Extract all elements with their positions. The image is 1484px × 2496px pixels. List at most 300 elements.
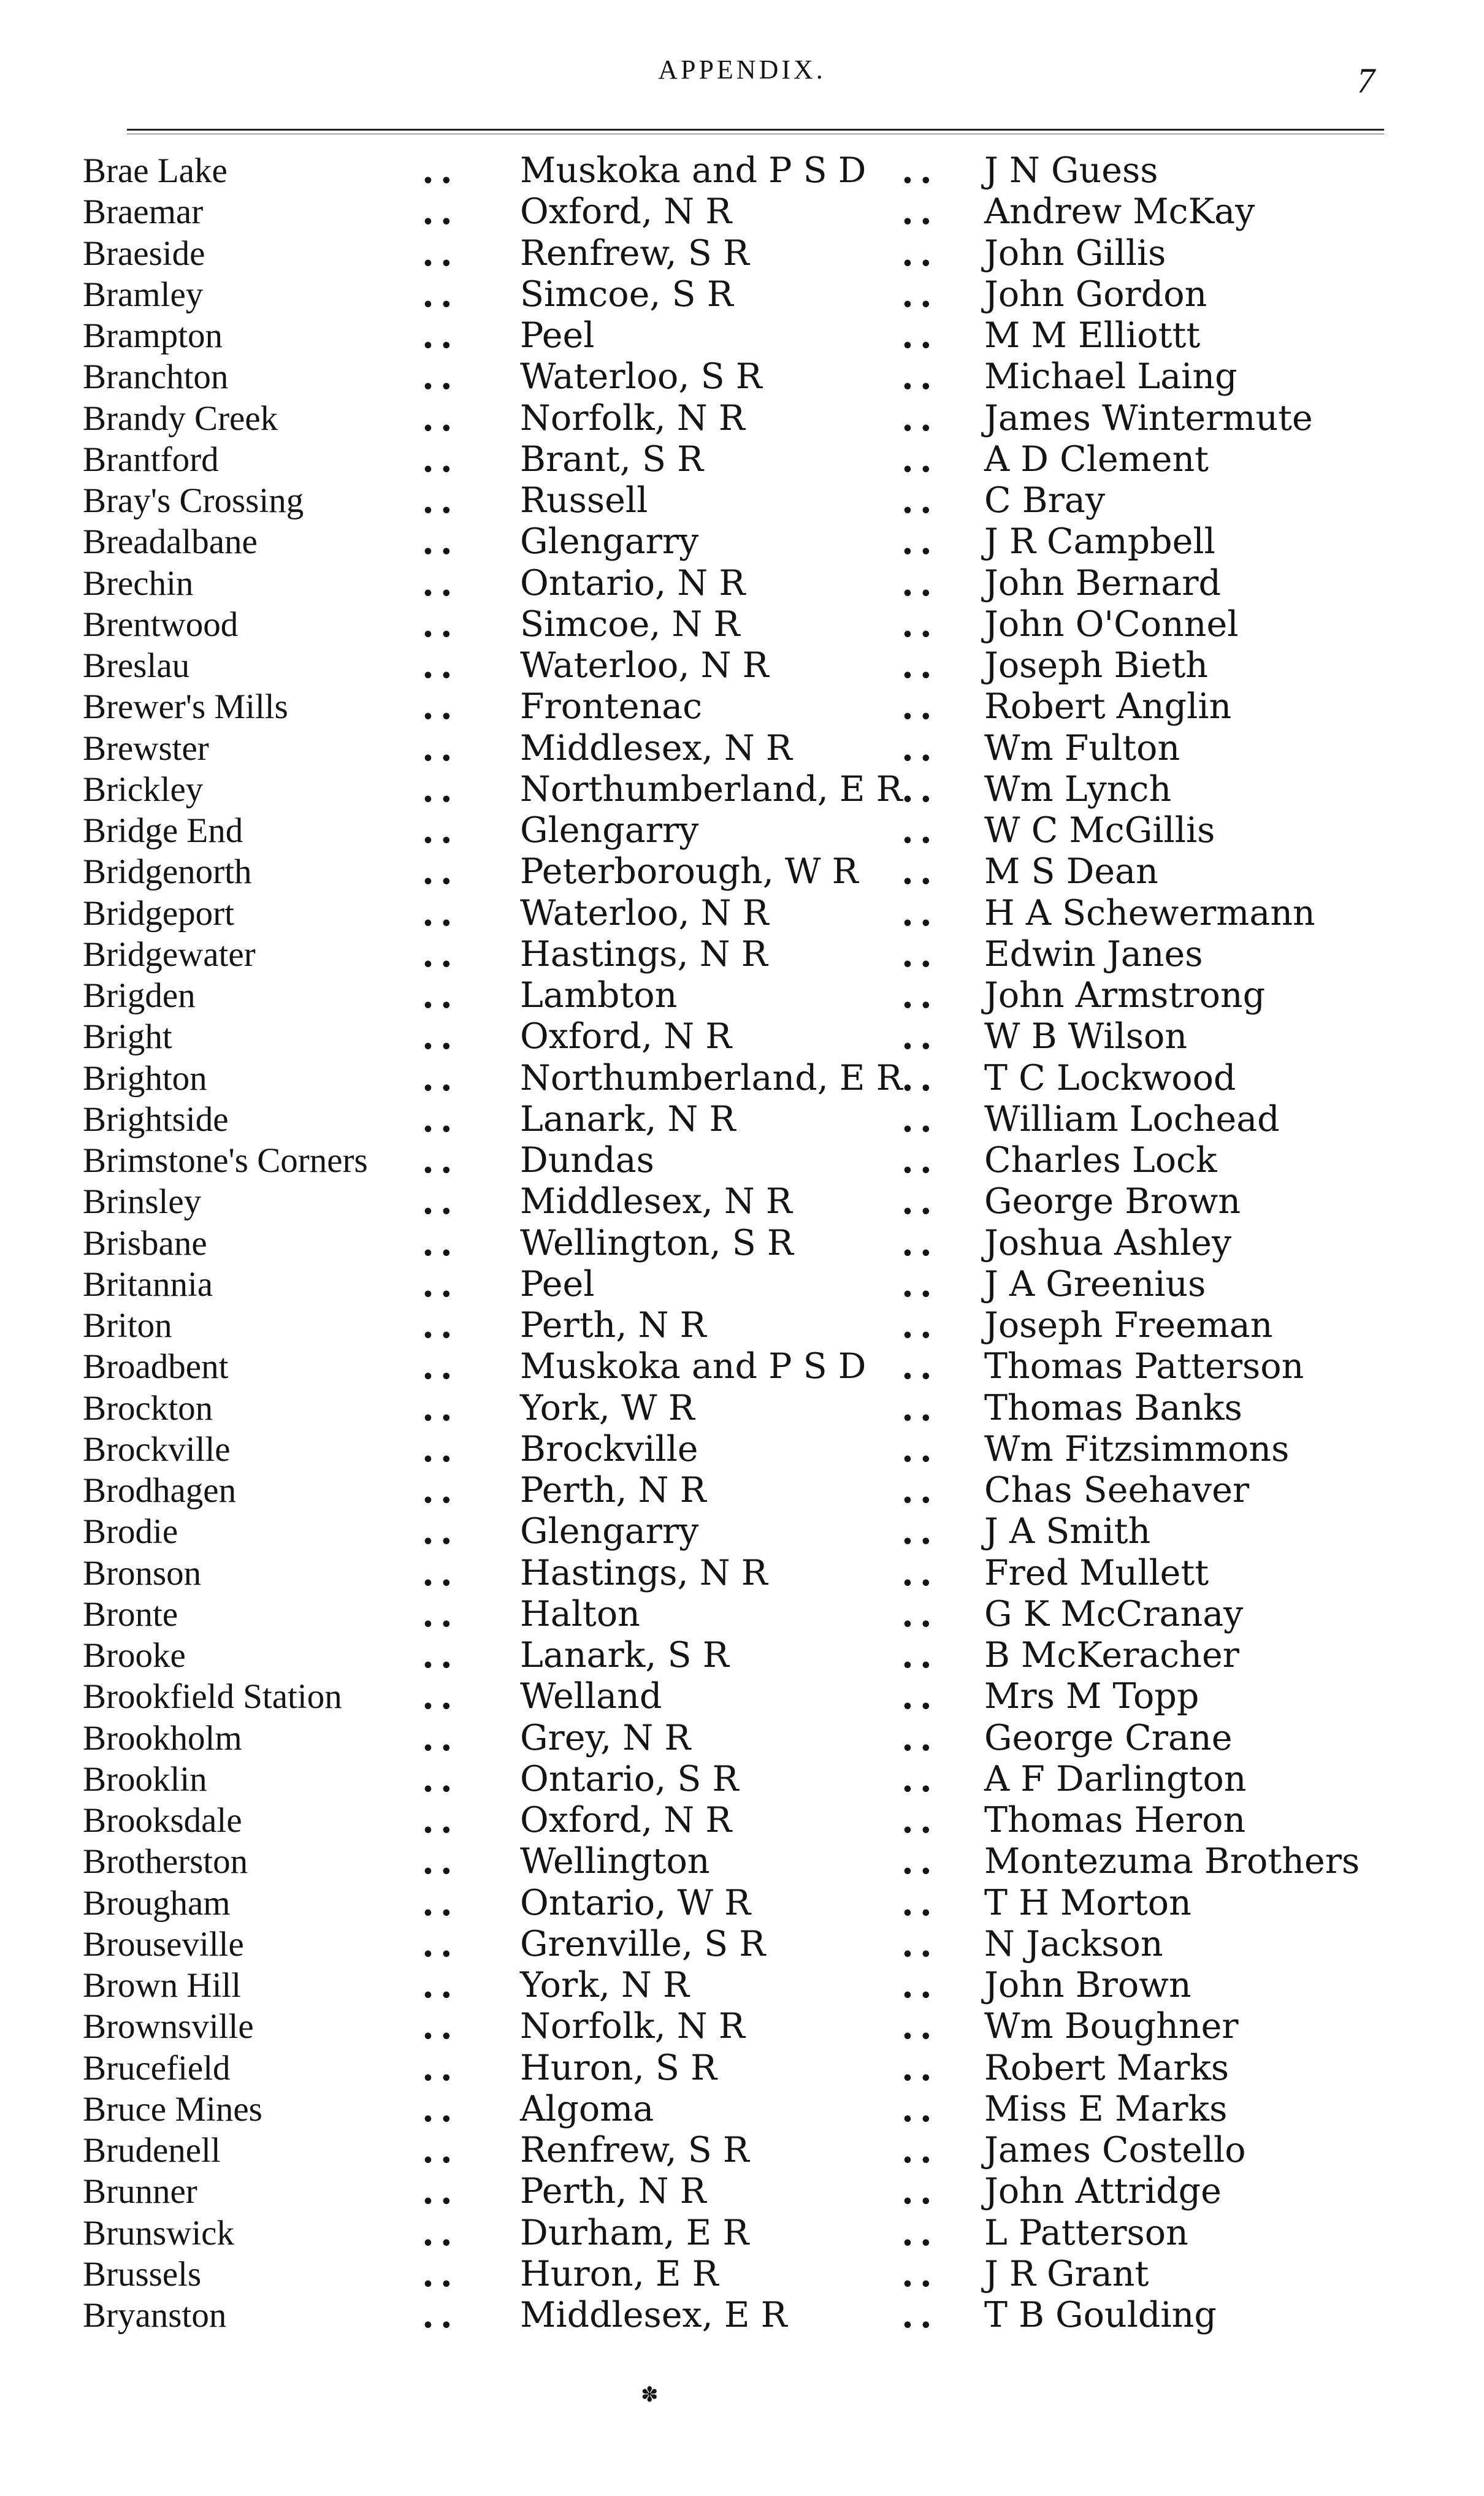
leader-dots: ..	[422, 686, 459, 728]
postmaster-name: A F Darlington	[984, 1758, 1247, 1799]
postmaster-name: J N Guess	[984, 150, 1158, 191]
place-name: Broadbent	[83, 1347, 229, 1387]
listing-row	[0, 851, 1484, 892]
place-name: Brookfield Station	[83, 1677, 342, 1717]
postmaster-name: G K McCranay	[984, 1593, 1244, 1634]
leader-dots: ..	[901, 2212, 938, 2254]
postmaster-name: Charles Lock	[984, 1140, 1217, 1181]
county-riding: Muskoka and P S D	[520, 1346, 866, 1387]
county-riding: Halton	[520, 1593, 640, 1634]
county-riding: Renfrew, S R	[520, 2130, 749, 2170]
leader-dots: ..	[901, 1593, 938, 1635]
postmaster-name: Fred Mullett	[984, 1552, 1209, 1593]
county-riding: Huron, E R	[520, 2253, 719, 2294]
place-name: Brighton	[83, 1059, 207, 1098]
leader-dots: ..	[422, 2295, 459, 2336]
leader-dots: ..	[901, 1511, 938, 1553]
leader-dots: ..	[901, 933, 938, 975]
postmaster-name: Mrs M Topp	[984, 1676, 1199, 1717]
county-riding: Lanark, S R	[520, 1635, 729, 1675]
county-riding: Glengarry	[520, 810, 699, 851]
place-name: Brooklin	[83, 1759, 207, 1799]
place-name: Brewster	[83, 729, 209, 768]
postmaster-name: John Gillis	[984, 232, 1166, 274]
leader-dots: ..	[422, 1882, 459, 1924]
listing-row	[0, 1511, 1484, 1552]
leader-dots: ..	[422, 2253, 459, 2295]
postmaster-name: W B Wilson	[984, 1016, 1188, 1057]
place-name: Bridge End	[83, 811, 243, 850]
county-riding: York, W R	[520, 1387, 695, 1428]
listing-row	[0, 439, 1484, 480]
listing-row	[0, 191, 1484, 232]
listing-row	[0, 1140, 1484, 1181]
leader-dots: ..	[901, 603, 938, 645]
county-riding: Ontario, W R	[520, 1882, 751, 1923]
place-name: Bryanston	[83, 2296, 227, 2335]
postmaster-name: Wm Boughner	[984, 2006, 1239, 2047]
listing-row	[0, 1388, 1484, 1429]
postmaster-name: Joshua Ashley	[984, 1222, 1232, 1263]
county-riding: Russell	[520, 480, 648, 521]
listing-row	[0, 1264, 1484, 1305]
place-name: Breslau	[83, 646, 190, 685]
leader-dots: ..	[901, 768, 938, 810]
listing-row	[0, 2130, 1484, 2171]
postmaster-name: A D Clement	[984, 438, 1209, 480]
postmaster-name: Andrew McKay	[984, 191, 1255, 232]
page-number: 7	[1357, 61, 1375, 101]
county-riding: Oxford, N R	[520, 1016, 732, 1057]
listing-row	[0, 2006, 1484, 2047]
county-riding: Grenville, S R	[520, 1923, 766, 1964]
place-name: Brudenell	[83, 2131, 221, 2170]
county-riding: Middlesex, N R	[520, 727, 792, 768]
leader-dots: ..	[422, 315, 459, 356]
listing-row	[0, 233, 1484, 274]
place-name: Brechin	[83, 564, 194, 603]
postmaster-name: J A Greenius	[984, 1263, 1206, 1304]
place-name: Brooksdale	[83, 1801, 242, 1840]
leader-dots: ..	[422, 2088, 459, 2130]
county-riding: Glengarry	[520, 1511, 699, 1552]
listing-row	[0, 934, 1484, 975]
listing-row	[0, 1016, 1484, 1057]
place-name: Brotherston	[83, 1842, 248, 1882]
leader-dots: ..	[422, 1387, 459, 1429]
listing-row	[0, 1305, 1484, 1346]
postmaster-name: Robert Marks	[984, 2047, 1230, 2088]
county-riding: Ontario, N R	[520, 562, 746, 603]
leader-dots: ..	[422, 892, 459, 934]
listing-row	[0, 1058, 1484, 1099]
county-riding: Northumberland, E R	[520, 768, 903, 810]
leader-dots: ..	[901, 191, 938, 233]
postmaster-name: George Brown	[984, 1181, 1241, 1222]
leader-dots: ..	[901, 1882, 938, 1924]
listing-row	[0, 645, 1484, 686]
leader-dots: ..	[422, 2047, 459, 2089]
leader-dots: ..	[901, 2047, 938, 2089]
leader-dots: ..	[422, 1717, 459, 1759]
leader-dots: ..	[901, 562, 938, 604]
place-name: Bronson	[83, 1553, 202, 1593]
place-name: Bridgewater	[83, 935, 256, 974]
leader-dots: ..	[901, 1387, 938, 1429]
leader-dots: ..	[901, 1222, 938, 1264]
leader-dots: ..	[901, 1635, 938, 1676]
county-riding: Grey, N R	[520, 1717, 691, 1758]
county-riding: Brant, S R	[520, 438, 704, 480]
postmaster-name: T H Morton	[984, 1882, 1191, 1923]
place-name: Brunswick	[83, 2213, 234, 2253]
county-riding: Peterborough, W R	[520, 851, 859, 892]
county-riding: Algoma	[520, 2088, 654, 2129]
county-riding: York, N R	[520, 1965, 689, 2005]
leader-dots: ..	[901, 1181, 938, 1223]
leader-dots: ..	[901, 892, 938, 934]
leader-dots: ..	[422, 645, 459, 686]
leader-dots: ..	[422, 562, 459, 604]
listing-row	[0, 356, 1484, 397]
county-riding: Lambton	[520, 975, 678, 1016]
leader-dots: ..	[901, 851, 938, 893]
county-riding: Middlesex, E R	[520, 2295, 787, 2335]
county-riding: Simcoe, N R	[520, 603, 740, 645]
leader-dots: ..	[901, 1552, 938, 1594]
listing-row	[0, 1181, 1484, 1222]
listing-row	[0, 769, 1484, 810]
running-head: APPENDIX.	[658, 55, 826, 85]
leader-dots: ..	[422, 1511, 459, 1553]
leader-dots: ..	[901, 975, 938, 1016]
postmaster-name: Wm Fulton	[984, 727, 1180, 768]
listing-row	[0, 1800, 1484, 1841]
leader-dots: ..	[422, 356, 459, 398]
postmaster-name: J R Grant	[984, 2253, 1149, 2294]
leader-dots: ..	[901, 150, 938, 191]
leader-dots: ..	[901, 1923, 938, 1965]
postmaster-name: John Bernard	[984, 562, 1222, 603]
listing-row	[0, 1594, 1484, 1635]
leader-dots: ..	[901, 1098, 938, 1140]
leader-dots: ..	[901, 1263, 938, 1305]
leader-dots: ..	[422, 1428, 459, 1470]
leader-dots: ..	[901, 1676, 938, 1718]
postmaster-name: Thomas Heron	[984, 1800, 1246, 1840]
listing-row	[0, 315, 1484, 356]
place-name: Britannia	[83, 1265, 213, 1304]
postmaster-name: Miss E Marks	[984, 2088, 1228, 2129]
postmaster-name: T C Lockwood	[984, 1057, 1236, 1098]
leader-dots: ..	[901, 645, 938, 686]
leader-dots: ..	[422, 1676, 459, 1718]
county-riding: Perth, N R	[520, 2171, 706, 2212]
post-office-listing	[0, 150, 1484, 2336]
postmaster-name: J A Smith	[984, 1511, 1151, 1552]
place-name: Brampton	[83, 316, 223, 355]
leader-dots: ..	[422, 810, 459, 851]
leader-dots: ..	[422, 397, 459, 439]
listing-row	[0, 2089, 1484, 2130]
place-name: Braeside	[83, 234, 205, 273]
county-riding: Perth, N R	[520, 1470, 706, 1510]
leader-dots: ..	[422, 2130, 459, 2171]
leader-dots: ..	[901, 2253, 938, 2295]
county-riding: Ontario, S R	[520, 1758, 739, 1799]
place-name: Brookholm	[83, 1718, 242, 1758]
place-name: Brewer's Mills	[83, 687, 288, 727]
county-riding: Simcoe, S R	[520, 274, 733, 315]
place-name: Brickley	[83, 770, 204, 809]
listing-row	[0, 1841, 1484, 1882]
postmaster-name: Joseph Bieth	[984, 645, 1208, 686]
place-name: Bridgenorth	[83, 852, 252, 892]
leader-dots: ..	[901, 2006, 938, 2048]
county-riding: Northumberland, E R	[520, 1057, 903, 1098]
leader-dots: ..	[422, 1593, 459, 1635]
county-riding: Glengarry	[520, 521, 699, 562]
leader-dots: ..	[422, 933, 459, 975]
listing-row	[0, 686, 1484, 727]
place-name: Brae Lake	[83, 151, 228, 190]
place-name: Branchton	[83, 358, 229, 397]
listing-row	[0, 398, 1484, 439]
place-name: Bramley	[83, 275, 204, 314]
leader-dots: ..	[901, 1016, 938, 1058]
listing-row	[0, 150, 1484, 191]
listing-row	[0, 2048, 1484, 2089]
leader-dots: ..	[422, 851, 459, 893]
listing-row	[0, 2254, 1484, 2295]
county-riding: Huron, S R	[520, 2047, 717, 2088]
postmaster-name: Michael Laing	[984, 356, 1237, 397]
postmaster-name: James Costello	[984, 2130, 1246, 2170]
leader-dots: ..	[422, 1758, 459, 1800]
leader-dots: ..	[422, 2006, 459, 2048]
listing-row	[0, 2295, 1484, 2336]
place-name: Brownsville	[83, 2007, 254, 2046]
leader-dots: ..	[422, 1552, 459, 1594]
leader-dots: ..	[901, 397, 938, 439]
place-name: Brantford	[83, 440, 219, 479]
leader-dots: ..	[901, 727, 938, 769]
county-riding: Muskoka and P S D	[520, 150, 866, 191]
leader-dots: ..	[901, 1428, 938, 1470]
county-riding: Lanark, N R	[520, 1098, 736, 1139]
postmaster-name: T B Goulding	[984, 2295, 1217, 2335]
county-riding: Waterloo, N R	[520, 892, 769, 933]
postmaster-name: W C McGillis	[984, 810, 1215, 851]
county-riding: Frontenac	[520, 686, 703, 727]
leader-dots: ..	[422, 1057, 459, 1099]
county-riding: Dundas	[520, 1140, 654, 1181]
postmaster-name: M S Dean	[984, 851, 1158, 892]
county-riding: Norfolk, N R	[520, 397, 745, 438]
postmaster-name: John Gordon	[984, 274, 1207, 315]
listing-row	[0, 728, 1484, 769]
place-name: Brockton	[83, 1388, 213, 1428]
leader-dots: ..	[901, 274, 938, 315]
leader-dots: ..	[901, 438, 938, 480]
listing-row	[0, 274, 1484, 315]
leader-dots: ..	[422, 191, 459, 233]
listing-row	[0, 1965, 1484, 2006]
county-riding: Hastings, N R	[520, 933, 768, 974]
leader-dots: ..	[901, 810, 938, 851]
place-name: Brussels	[83, 2254, 202, 2294]
leader-dots: ..	[422, 1016, 459, 1058]
listing-row	[0, 1099, 1484, 1140]
postmaster-name: Thomas Patterson	[984, 1346, 1304, 1387]
listing-row	[0, 1718, 1484, 1759]
listing-row	[0, 1635, 1484, 1676]
leader-dots: ..	[901, 1717, 938, 1759]
county-riding: Perth, N R	[520, 1305, 706, 1346]
leader-dots: ..	[901, 2171, 938, 2213]
leader-dots: ..	[901, 1057, 938, 1099]
leader-dots: ..	[422, 1923, 459, 1965]
listing-row	[0, 975, 1484, 1016]
leader-dots: ..	[901, 1800, 938, 1841]
place-name: Brisbane	[83, 1223, 207, 1263]
leader-dots: ..	[901, 356, 938, 398]
county-riding: Middlesex, N R	[520, 1181, 792, 1222]
postmaster-name: George Crane	[984, 1717, 1233, 1758]
leader-dots: ..	[901, 2130, 938, 2171]
postmaster-name: John Attridge	[984, 2171, 1222, 2212]
leader-dots: ..	[422, 1965, 459, 2006]
listing-row	[0, 893, 1484, 934]
postmaster-name: L Patterson	[984, 2212, 1188, 2253]
postmaster-name: Edwin Janes	[984, 933, 1203, 974]
place-name: Brinsley	[83, 1182, 202, 1222]
listing-row	[0, 521, 1484, 562]
leader-dots: ..	[422, 1305, 459, 1346]
leader-dots: ..	[422, 2171, 459, 2213]
listing-row	[0, 1429, 1484, 1470]
postmaster-name: Wm Fitzsimmons	[984, 1428, 1290, 1469]
place-name: Brouseville	[83, 1924, 244, 1964]
county-riding: Waterloo, N R	[520, 645, 769, 686]
place-name: Brandy Creek	[83, 399, 278, 438]
postmaster-name: N Jackson	[984, 1923, 1163, 1964]
county-riding: Welland	[520, 1676, 662, 1717]
leader-dots: ..	[901, 232, 938, 274]
leader-dots: ..	[422, 603, 459, 645]
leader-dots: ..	[422, 480, 459, 521]
leader-dots: ..	[422, 1841, 459, 1883]
place-name: Bridgeport	[83, 894, 234, 933]
leader-dots: ..	[422, 727, 459, 769]
leader-dots: ..	[901, 1470, 938, 1511]
place-name: Bruce Mines	[83, 2089, 262, 2129]
listing-row	[0, 1553, 1484, 1594]
leader-dots: ..	[422, 438, 459, 480]
listing-row	[0, 2213, 1484, 2254]
leader-dots: ..	[422, 2212, 459, 2254]
county-riding: Wellington	[520, 1841, 710, 1882]
listing-row	[0, 1470, 1484, 1511]
leader-dots: ..	[901, 2295, 938, 2336]
leader-dots: ..	[901, 1758, 938, 1800]
place-name: Brightside	[83, 1100, 229, 1139]
place-name: Brigden	[83, 976, 196, 1015]
leader-dots: ..	[901, 315, 938, 356]
leader-dots: ..	[901, 1841, 938, 1883]
place-name: Brodhagen	[83, 1471, 237, 1510]
leader-dots: ..	[901, 686, 938, 728]
listing-row	[0, 1759, 1484, 1800]
leader-dots: ..	[901, 480, 938, 521]
place-name: Brimstone's Corners	[83, 1141, 368, 1180]
postmaster-name: Chas Seehaver	[984, 1470, 1250, 1510]
county-riding: Oxford, N R	[520, 1800, 732, 1840]
leader-dots: ..	[422, 1800, 459, 1841]
leader-dots: ..	[422, 1346, 459, 1388]
county-riding: Durham, E R	[520, 2212, 749, 2253]
place-name: Brown Hill	[83, 1966, 242, 2005]
postmaster-name: M M Elliottt	[984, 315, 1201, 356]
listing-row	[0, 1924, 1484, 1965]
postmaster-name: Wm Lynch	[984, 768, 1172, 810]
leader-dots: ..	[901, 521, 938, 563]
place-name: Brodie	[83, 1512, 178, 1552]
county-riding: Norfolk, N R	[520, 2006, 745, 2047]
listing-row	[0, 1346, 1484, 1387]
county-riding: Hastings, N R	[520, 1552, 768, 1593]
place-name: Brucefield	[83, 2048, 231, 2088]
county-riding: Brockville	[520, 1428, 698, 1469]
leader-dots: ..	[422, 1635, 459, 1676]
place-name: Brunner	[83, 2172, 197, 2211]
county-riding: Oxford, N R	[520, 191, 732, 232]
listing-row	[0, 2171, 1484, 2212]
leader-dots: ..	[422, 1470, 459, 1511]
place-name: Bronte	[83, 1594, 178, 1634]
place-name: Braemar	[83, 193, 204, 232]
postmaster-name: H A Schewermann	[984, 892, 1315, 933]
leader-dots: ..	[422, 521, 459, 563]
place-name: Briton	[83, 1306, 172, 1345]
postmaster-name: B McKeracher	[984, 1635, 1239, 1675]
leader-dots: ..	[422, 1222, 459, 1264]
header-rule	[127, 129, 1384, 131]
listing-row	[0, 1883, 1484, 1924]
leader-dots: ..	[422, 768, 459, 810]
place-name: Bray's Crossing	[83, 481, 304, 520]
place-name: Breadalbane	[83, 523, 258, 562]
leader-dots: ..	[422, 975, 459, 1016]
footer-ornament: ✽	[641, 2383, 659, 2407]
postmaster-name: Thomas Banks	[984, 1387, 1242, 1428]
place-name: Brockville	[83, 1430, 231, 1469]
listing-row	[0, 1223, 1484, 1264]
postmaster-name: John O'Connel	[984, 603, 1239, 645]
leader-dots: ..	[901, 1140, 938, 1181]
postmaster-name: John Armstrong	[984, 975, 1266, 1016]
listing-row	[0, 1676, 1484, 1717]
leader-dots: ..	[901, 1346, 938, 1388]
postmaster-name: J R Campbell	[984, 521, 1215, 562]
listing-row	[0, 563, 1484, 604]
postmaster-name: James Wintermute	[984, 397, 1313, 438]
postmaster-name: Robert Anglin	[984, 686, 1232, 727]
listing-row	[0, 810, 1484, 851]
listing-row	[0, 480, 1484, 521]
leader-dots: ..	[422, 1140, 459, 1181]
place-name: Brougham	[83, 1883, 231, 1923]
